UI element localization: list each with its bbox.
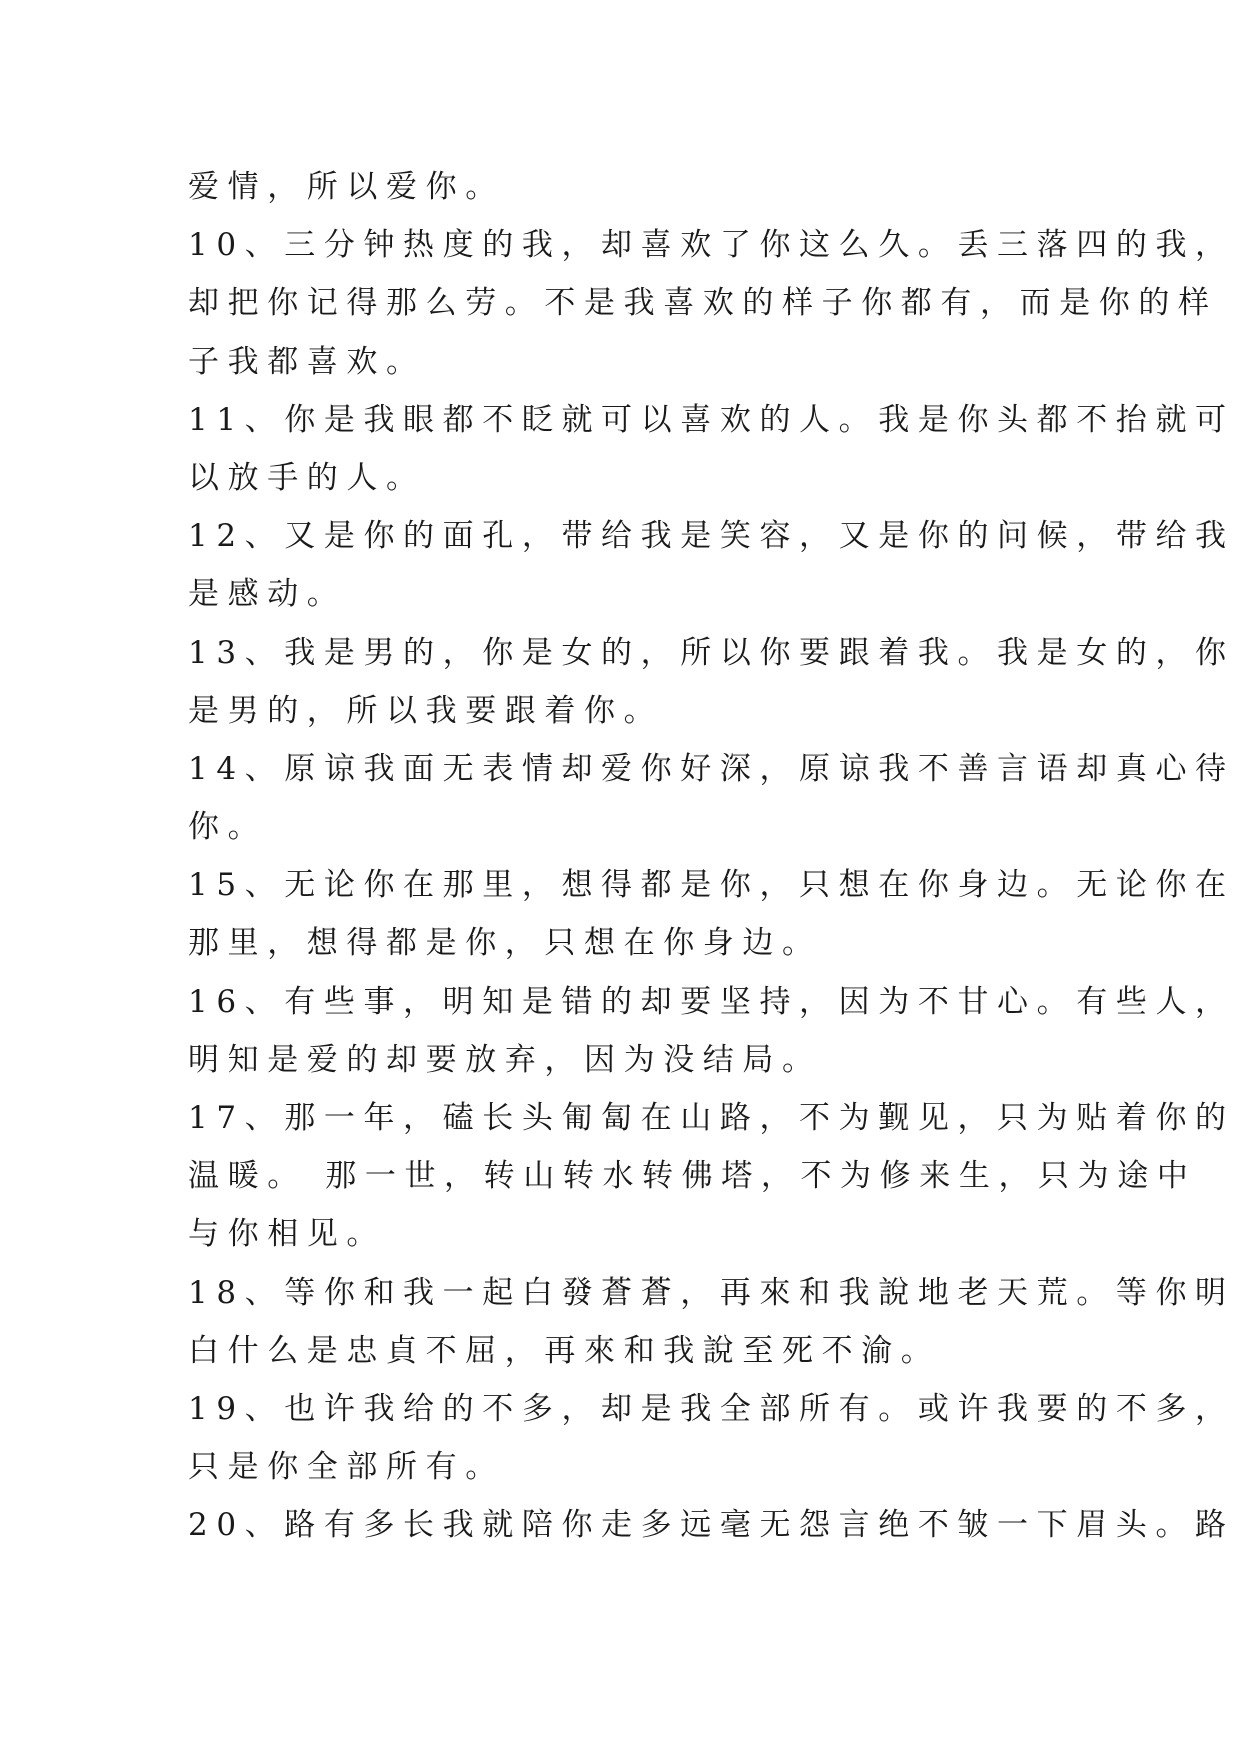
text-line: 13、我是男的，你是女的，所以你要跟着我。我是女的，你: [188, 634, 1235, 671]
text-line: 只是你全部所有。: [188, 1449, 505, 1486]
text-line: 18、等你和我一起白發蒼蒼，再來和我說地老天荒。等你明: [188, 1274, 1235, 1311]
text-line: 却把你记得那么劳。不是我喜欢的样子你都有，而是你的样: [188, 285, 1218, 322]
text-line: 白什么是忠貞不屈，再來和我說至死不渝。: [188, 1332, 941, 1369]
text-line: 爱情，所以爱你。: [188, 169, 505, 205]
text-line: 17、那一年，磕长头匍匐在山路，不为觐见，只为贴着你的: [188, 1100, 1235, 1136]
text-line: 温暖。 那一世，转山转水转佛塔，不为修来生，只为途中: [188, 1158, 1197, 1195]
text-line: 11、你是我眼都不眨就可以喜欢的人。我是你头都不抬就可: [188, 401, 1235, 438]
text-line: 16、有些事，明知是错的却要坚持，因为不甘心。有些人，: [188, 983, 1235, 1020]
text-line: 那里，想得都是你，只想在你身边。: [188, 925, 822, 962]
text-line: 你。: [188, 809, 268, 846]
text-line: 子我都喜欢。: [188, 343, 426, 380]
text-line: 是感动。: [188, 576, 347, 613]
text-line: 14、原谅我面无表情却爱你好深，原谅我不善言语却真心待: [188, 750, 1235, 787]
text-line: 10、三分钟热度的我，却喜欢了你这么久。丢三落四的我，: [188, 227, 1235, 264]
text-line: 明知是爱的却要放弃，因为没结局。: [188, 1041, 822, 1078]
text-line: 20、路有多长我就陪你走多远毫无怨言绝不皱一下眉头。路: [188, 1507, 1235, 1544]
text-line: 12、又是你的面孔，带给我是笑容，又是你的问候，带给我: [188, 518, 1235, 555]
text-line: 是男的，所以我要跟着你。: [188, 692, 664, 729]
text-line: 15、无论你在那里，想得都是你，只想在你身边。无论你在: [188, 867, 1235, 904]
text-line: 以放手的人。: [188, 459, 426, 496]
text-line: 与你相见。: [188, 1216, 386, 1253]
body-text: [188, 158, 1235, 1555]
text-line: 19、也许我给的不多，却是我全部所有。或许我要的不多，: [188, 1390, 1235, 1427]
